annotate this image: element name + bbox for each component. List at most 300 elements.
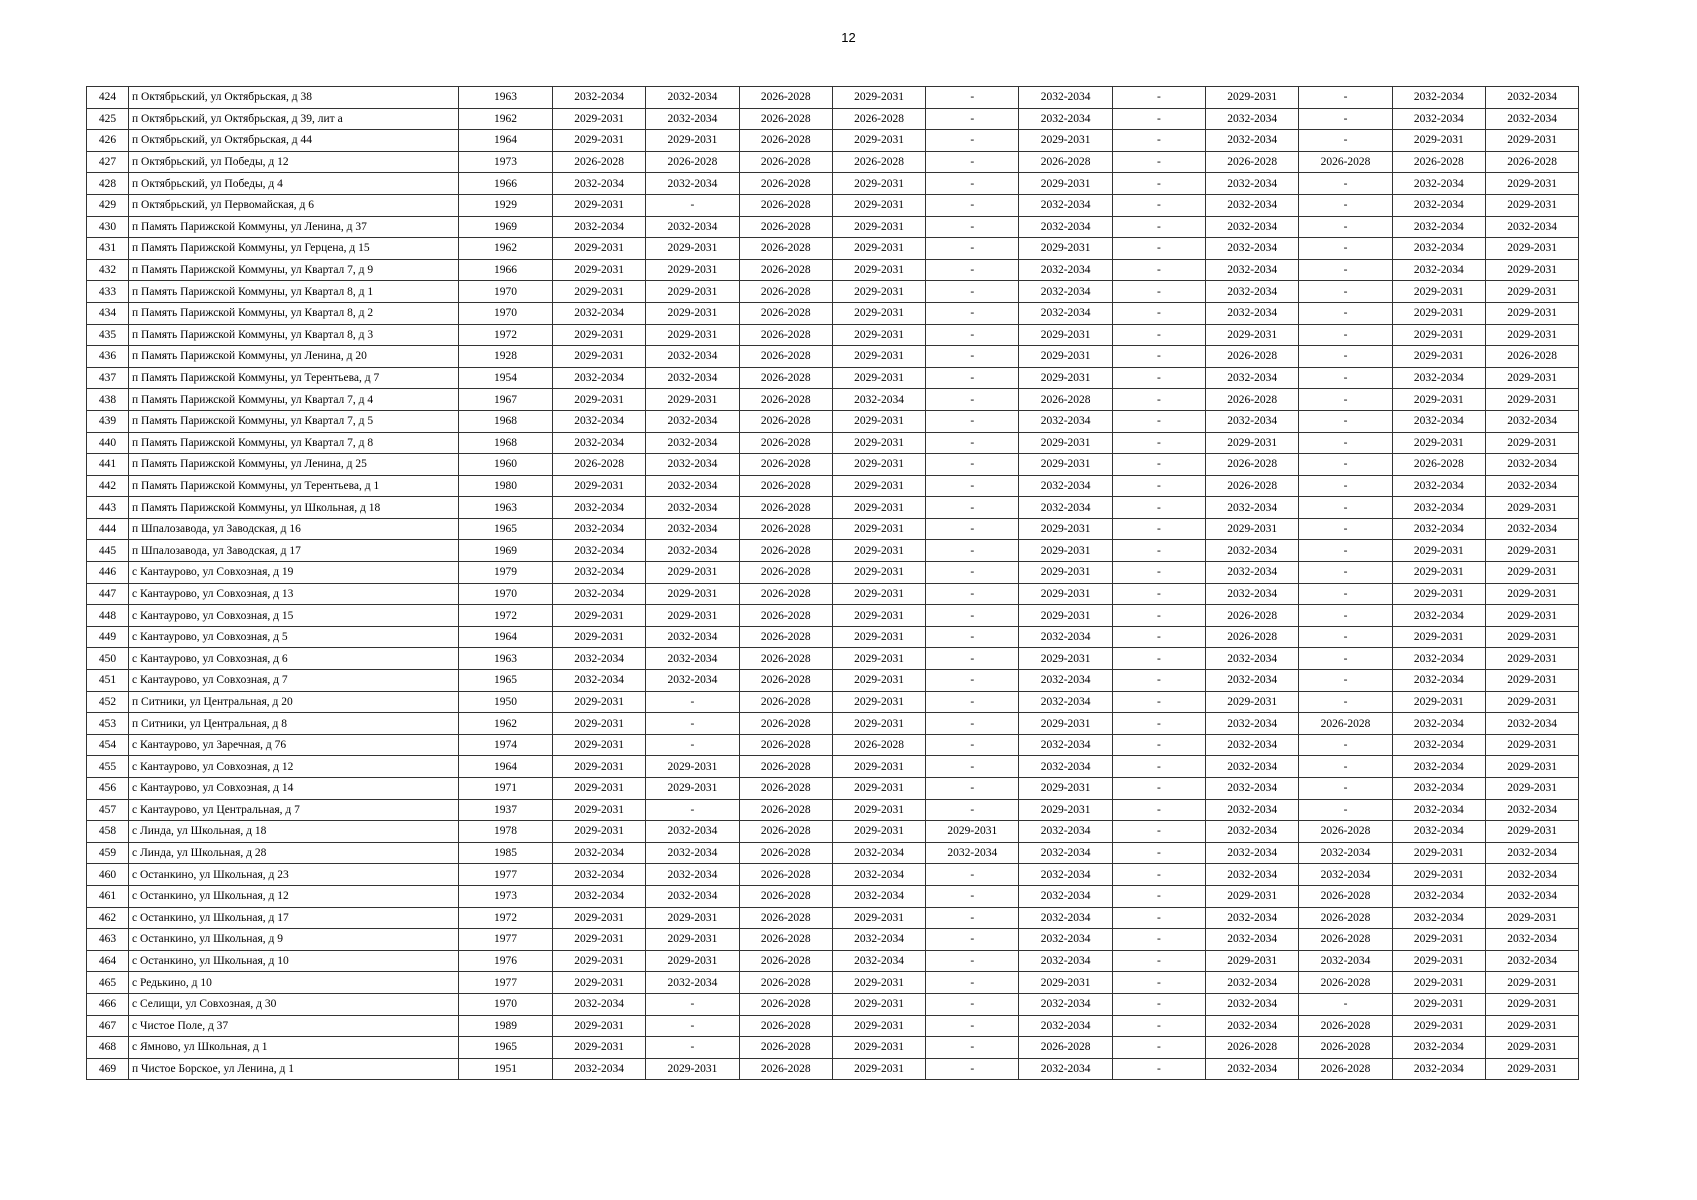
schedule-period-cell: 2029-2031 [1019, 648, 1112, 670]
address-cell: п Память Парижской Коммуны, ул Квартал 8, д 3 [129, 324, 459, 346]
schedule-period-cell: 2032-2034 [1019, 216, 1112, 238]
schedule-period-cell: - [1112, 799, 1205, 821]
schedule-period-cell: - [926, 1058, 1019, 1080]
schedule-period-cell: - [1112, 821, 1205, 843]
table-row [87, 367, 1579, 389]
row-number-cell: 441 [87, 454, 129, 476]
table-row [87, 972, 1579, 994]
table-body [87, 87, 1579, 1080]
schedule-period-cell: - [926, 626, 1019, 648]
schedule-period-cell: - [1112, 497, 1205, 519]
row-number-cell: 468 [87, 1037, 129, 1059]
schedule-period-cell: 2032-2034 [1392, 1037, 1485, 1059]
schedule-period-cell: 2029-2031 [1485, 389, 1578, 411]
schedule-period-cell: 2029-2031 [832, 346, 925, 368]
schedule-period-cell: 2032-2034 [1392, 734, 1485, 756]
schedule-period-cell: 2026-2028 [1019, 389, 1112, 411]
schedule-period-cell: - [1112, 302, 1205, 324]
address-cell: п Октябрьский, ул Октябрьская, д 38 [129, 87, 459, 109]
schedule-period-cell: 2029-2031 [1485, 583, 1578, 605]
schedule-period-cell: 2026-2028 [739, 130, 832, 152]
schedule-period-cell: 2026-2028 [553, 151, 646, 173]
schedule-period-cell: 2032-2034 [1206, 670, 1299, 692]
schedule-period-cell: 2029-2031 [553, 259, 646, 281]
address-cell: п Память Парижской Коммуны, ул Квартал 8, д 2 [129, 302, 459, 324]
schedule-period-cell: 2029-2031 [832, 778, 925, 800]
schedule-period-cell: 2029-2031 [1485, 302, 1578, 324]
schedule-period-cell: 2029-2031 [832, 605, 925, 627]
schedule-period-cell: 2029-2031 [1392, 842, 1485, 864]
schedule-period-cell: 2032-2034 [1485, 950, 1578, 972]
address-cell: с Кантаурово, ул Совхозная, д 14 [129, 778, 459, 800]
schedule-period-cell: - [926, 216, 1019, 238]
build-year-cell: 1977 [459, 972, 553, 994]
schedule-period-cell: - [1112, 389, 1205, 411]
schedule-period-cell: 2032-2034 [1392, 87, 1485, 109]
schedule-period-cell: - [1112, 454, 1205, 476]
address-cell: п Октябрьский, ул Первомайская, д 6 [129, 194, 459, 216]
table-row [87, 475, 1579, 497]
build-year-cell: 1967 [459, 389, 553, 411]
schedule-period-cell: 2032-2034 [832, 950, 925, 972]
schedule-period-cell: 2026-2028 [1206, 454, 1299, 476]
schedule-period-cell: 2026-2028 [832, 734, 925, 756]
schedule-period-cell: - [926, 950, 1019, 972]
schedule-period-cell: 2026-2028 [1019, 1037, 1112, 1059]
schedule-period-cell: 2032-2034 [1392, 238, 1485, 260]
address-cell: п Октябрьский, ул Победы, д 4 [129, 173, 459, 195]
schedule-period-cell: 2032-2034 [1485, 518, 1578, 540]
schedule-period-cell: - [926, 670, 1019, 692]
table-row [87, 691, 1579, 713]
schedule-period-cell: 2029-2031 [1485, 691, 1578, 713]
schedule-period-cell: 2032-2034 [1206, 302, 1299, 324]
address-cell: с Селищи, ул Совхозная, д 30 [129, 993, 459, 1015]
address-cell: п Память Парижской Коммуны, ул Герцена, д 15 [129, 238, 459, 260]
schedule-period-cell: 2029-2031 [1485, 281, 1578, 303]
address-cell: п Октябрьский, ул Октябрьская, д 39, лит а [129, 108, 459, 130]
table-row [87, 1037, 1579, 1059]
schedule-period-cell: 2029-2031 [553, 713, 646, 735]
schedule-period-cell: 2029-2031 [1485, 972, 1578, 994]
schedule-period-cell: 2029-2031 [1392, 993, 1485, 1015]
address-cell: п Память Парижской Коммуны, ул Школьная, д 18 [129, 497, 459, 519]
schedule-period-cell: 2029-2031 [553, 950, 646, 972]
schedule-period-cell: - [1112, 756, 1205, 778]
schedule-period-cell: 2029-2031 [1485, 432, 1578, 454]
schedule-period-cell: 2026-2028 [739, 691, 832, 713]
schedule-period-cell: 2029-2031 [646, 389, 739, 411]
build-year-cell: 1937 [459, 799, 553, 821]
schedule-period-cell: 2029-2031 [1485, 907, 1578, 929]
build-year-cell: 1968 [459, 410, 553, 432]
schedule-period-cell: 2026-2028 [739, 1037, 832, 1059]
row-number-cell: 457 [87, 799, 129, 821]
schedule-period-cell: 2029-2031 [553, 821, 646, 843]
schedule-period-cell: 2026-2028 [739, 821, 832, 843]
schedule-period-cell: 2032-2034 [1485, 799, 1578, 821]
schedule-period-cell: 2032-2034 [1392, 821, 1485, 843]
schedule-period-cell: - [926, 130, 1019, 152]
schedule-period-cell: 2029-2031 [1019, 518, 1112, 540]
schedule-period-cell: 2029-2031 [832, 972, 925, 994]
build-year-cell: 1929 [459, 194, 553, 216]
address-cell: с Кантаурово, ул Совхозная, д 7 [129, 670, 459, 692]
table-row [87, 302, 1579, 324]
schedule-period-cell: 2026-2028 [739, 864, 832, 886]
address-cell: с Кантаурово, ул Совхозная, д 19 [129, 562, 459, 584]
build-year-cell: 1966 [459, 259, 553, 281]
schedule-period-cell: 2026-2028 [739, 367, 832, 389]
schedule-period-cell: 2032-2034 [646, 216, 739, 238]
schedule-period-cell: 2029-2031 [553, 130, 646, 152]
address-cell: с Кантаурово, ул Совхозная, д 12 [129, 756, 459, 778]
schedule-period-cell: 2029-2031 [832, 907, 925, 929]
schedule-period-cell: - [926, 389, 1019, 411]
schedule-period-cell: - [1112, 367, 1205, 389]
schedule-period-cell: - [926, 518, 1019, 540]
schedule-period-cell: 2029-2031 [832, 302, 925, 324]
row-number-cell: 437 [87, 367, 129, 389]
schedule-period-cell: 2026-2028 [1299, 821, 1392, 843]
schedule-period-cell: 2029-2031 [1019, 540, 1112, 562]
schedule-period-cell: 2026-2028 [739, 929, 832, 951]
schedule-period-cell: 2032-2034 [1019, 950, 1112, 972]
address-cell: с Кантаурово, ул Центральная, д 7 [129, 799, 459, 821]
schedule-period-cell: 2026-2028 [1485, 151, 1578, 173]
schedule-period-cell: 2029-2031 [553, 972, 646, 994]
row-number-cell: 446 [87, 562, 129, 584]
schedule-period-cell: 2032-2034 [1485, 475, 1578, 497]
table-row [87, 454, 1579, 476]
schedule-period-cell: 2029-2031 [1019, 367, 1112, 389]
schedule-period-cell: 2032-2034 [553, 885, 646, 907]
build-year-cell: 1969 [459, 540, 553, 562]
schedule-period-cell: 2029-2031 [1019, 130, 1112, 152]
schedule-period-cell: 2032-2034 [1019, 885, 1112, 907]
schedule-period-cell: - [1299, 626, 1392, 648]
schedule-period-cell: 2032-2034 [1206, 194, 1299, 216]
schedule-period-cell: 2026-2028 [739, 734, 832, 756]
address-cell: п Память Парижской Коммуны, ул Терентьева, д 7 [129, 367, 459, 389]
schedule-period-cell: 2032-2034 [553, 864, 646, 886]
schedule-period-cell: 2026-2028 [739, 540, 832, 562]
address-cell: п Память Парижской Коммуны, ул Терентьева, д 1 [129, 475, 459, 497]
row-number-cell: 453 [87, 713, 129, 735]
schedule-period-cell: 2032-2034 [553, 540, 646, 562]
table-row [87, 346, 1579, 368]
schedule-period-cell: 2032-2034 [1206, 907, 1299, 929]
schedule-period-cell: 2032-2034 [1019, 475, 1112, 497]
address-cell: п Октябрьский, ул Октябрьская, д 44 [129, 130, 459, 152]
schedule-period-cell: 2029-2031 [832, 518, 925, 540]
schedule-period-cell: - [1299, 259, 1392, 281]
schedule-period-cell: 2032-2034 [1392, 648, 1485, 670]
table-row [87, 259, 1579, 281]
schedule-period-cell: 2029-2031 [1392, 929, 1485, 951]
schedule-period-cell: - [926, 993, 1019, 1015]
schedule-period-cell: 2029-2031 [1392, 281, 1485, 303]
schedule-period-cell: - [1112, 87, 1205, 109]
schedule-period-cell: 2032-2034 [646, 432, 739, 454]
schedule-period-cell: 2029-2031 [1392, 130, 1485, 152]
schedule-period-cell: 2029-2031 [1206, 432, 1299, 454]
schedule-period-cell: - [1112, 562, 1205, 584]
build-year-cell: 1980 [459, 475, 553, 497]
schedule-period-cell: 2026-2028 [1299, 907, 1392, 929]
schedule-period-cell: - [926, 713, 1019, 735]
schedule-period-cell: 2029-2031 [1019, 605, 1112, 627]
table-row [87, 799, 1579, 821]
schedule-period-cell: - [646, 993, 739, 1015]
schedule-period-cell: - [1299, 194, 1392, 216]
schedule-period-cell: 2032-2034 [646, 626, 739, 648]
schedule-period-cell: 2032-2034 [1019, 410, 1112, 432]
schedule-period-cell: 2032-2034 [646, 540, 739, 562]
build-year-cell: 1976 [459, 950, 553, 972]
schedule-period-cell: 2032-2034 [553, 173, 646, 195]
schedule-period-cell: 2029-2031 [553, 691, 646, 713]
build-year-cell: 1974 [459, 734, 553, 756]
row-number-cell: 449 [87, 626, 129, 648]
build-year-cell: 1979 [459, 562, 553, 584]
build-year-cell: 1972 [459, 605, 553, 627]
schedule-period-cell: 2029-2031 [832, 1037, 925, 1059]
row-number-cell: 440 [87, 432, 129, 454]
schedule-period-cell: 2029-2031 [1392, 583, 1485, 605]
schedule-period-cell: 2032-2034 [553, 302, 646, 324]
schedule-period-cell: 2029-2031 [1206, 885, 1299, 907]
row-number-cell: 429 [87, 194, 129, 216]
schedule-period-cell: 2032-2034 [646, 173, 739, 195]
schedule-period-cell: 2032-2034 [1019, 842, 1112, 864]
row-number-cell: 462 [87, 907, 129, 929]
build-year-cell: 1972 [459, 324, 553, 346]
schedule-period-cell: - [1112, 993, 1205, 1015]
table-row [87, 173, 1579, 195]
schedule-period-cell: 2026-2028 [1299, 151, 1392, 173]
schedule-period-cell: - [926, 540, 1019, 562]
build-year-cell: 1989 [459, 1015, 553, 1037]
schedule-period-cell: 2032-2034 [553, 497, 646, 519]
table-row [87, 324, 1579, 346]
schedule-period-cell: 2026-2028 [1392, 454, 1485, 476]
schedule-period-cell: 2029-2031 [1485, 540, 1578, 562]
table-row [87, 778, 1579, 800]
schedule-period-cell: 2026-2028 [1206, 389, 1299, 411]
schedule-period-cell: 2029-2031 [553, 475, 646, 497]
schedule-period-cell: 2029-2031 [553, 324, 646, 346]
schedule-period-cell: 2029-2031 [646, 950, 739, 972]
schedule-period-cell: 2032-2034 [1019, 497, 1112, 519]
schedule-period-cell: 2029-2031 [1485, 1015, 1578, 1037]
row-number-cell: 448 [87, 605, 129, 627]
schedule-period-cell: 2032-2034 [553, 87, 646, 109]
schedule-period-cell: 2032-2034 [832, 929, 925, 951]
schedule-period-cell: - [926, 454, 1019, 476]
build-year-cell: 1950 [459, 691, 553, 713]
schedule-period-cell: 2032-2034 [1206, 821, 1299, 843]
schedule-period-cell: 2029-2031 [1206, 87, 1299, 109]
schedule-period-cell: 2032-2034 [926, 842, 1019, 864]
schedule-period-cell: - [1112, 583, 1205, 605]
row-number-cell: 431 [87, 238, 129, 260]
schedule-period-cell: - [926, 475, 1019, 497]
table-row [87, 993, 1579, 1015]
schedule-period-cell: 2029-2031 [553, 108, 646, 130]
schedule-period-cell: 2029-2031 [832, 324, 925, 346]
schedule-period-cell: 2029-2031 [1392, 389, 1485, 411]
schedule-period-cell: 2032-2034 [1392, 799, 1485, 821]
build-year-cell: 1962 [459, 238, 553, 260]
schedule-period-cell: 2029-2031 [553, 346, 646, 368]
table-row [87, 432, 1579, 454]
schedule-period-cell: - [1112, 929, 1205, 951]
build-year-cell: 1973 [459, 151, 553, 173]
schedule-period-cell: 2032-2034 [646, 864, 739, 886]
schedule-period-cell: 2026-2028 [739, 151, 832, 173]
schedule-period-cell: 2032-2034 [1019, 993, 1112, 1015]
schedule-period-cell: 2032-2034 [646, 518, 739, 540]
schedule-period-cell: - [926, 583, 1019, 605]
schedule-period-cell: 2032-2034 [1392, 670, 1485, 692]
schedule-period-cell: - [926, 648, 1019, 670]
schedule-period-cell: 2029-2031 [553, 605, 646, 627]
schedule-period-cell: 2032-2034 [553, 216, 646, 238]
schedule-period-cell: - [926, 173, 1019, 195]
schedule-period-cell: - [926, 972, 1019, 994]
schedule-period-cell: - [646, 799, 739, 821]
schedule-period-cell: 2029-2031 [1485, 670, 1578, 692]
row-number-cell: 450 [87, 648, 129, 670]
row-number-cell: 434 [87, 302, 129, 324]
schedule-period-cell: - [1112, 410, 1205, 432]
schedule-period-cell: 2026-2028 [739, 885, 832, 907]
schedule-period-cell: 2026-2028 [739, 648, 832, 670]
schedule-period-cell: - [926, 259, 1019, 281]
address-cell: п Память Парижской Коммуны, ул Квартал 8, д 1 [129, 281, 459, 303]
schedule-period-cell: 2032-2034 [1206, 410, 1299, 432]
schedule-period-cell: 2029-2031 [553, 778, 646, 800]
schedule-period-cell: 2029-2031 [646, 756, 739, 778]
schedule-period-cell: 2026-2028 [739, 972, 832, 994]
schedule-period-cell: - [646, 1015, 739, 1037]
schedule-period-cell: 2026-2028 [739, 173, 832, 195]
schedule-period-cell: - [1299, 691, 1392, 713]
schedule-period-cell: - [1112, 108, 1205, 130]
build-year-cell: 1963 [459, 648, 553, 670]
build-year-cell: 1963 [459, 497, 553, 519]
table-row [87, 194, 1579, 216]
build-year-cell: 1971 [459, 778, 553, 800]
address-cell: с Кантаурово, ул Заречная, д 76 [129, 734, 459, 756]
schedule-period-cell: - [1112, 885, 1205, 907]
schedule-period-cell: 2032-2034 [1485, 454, 1578, 476]
schedule-period-cell: 2032-2034 [832, 864, 925, 886]
schedule-period-cell: - [926, 885, 1019, 907]
build-year-cell: 1966 [459, 173, 553, 195]
schedule-period-cell: 2029-2031 [832, 756, 925, 778]
schedule-period-cell: 2026-2028 [739, 432, 832, 454]
schedule-period-cell: 2032-2034 [553, 842, 646, 864]
schedule-period-cell: 2029-2031 [1206, 518, 1299, 540]
build-year-cell: 1977 [459, 929, 553, 951]
schedule-period-cell: 2029-2031 [832, 1015, 925, 1037]
address-cell: с Кантаурово, ул Совхозная, д 13 [129, 583, 459, 605]
schedule-period-cell: 2032-2034 [1392, 778, 1485, 800]
build-year-cell: 1970 [459, 583, 553, 605]
build-year-cell: 1965 [459, 518, 553, 540]
schedule-period-cell: 2032-2034 [832, 389, 925, 411]
schedule-period-cell: - [926, 756, 1019, 778]
schedule-period-cell: - [1112, 518, 1205, 540]
schedule-period-cell: 2029-2031 [832, 497, 925, 519]
schedule-period-cell: 2026-2028 [1485, 346, 1578, 368]
build-year-cell: 1965 [459, 1037, 553, 1059]
schedule-period-cell: 2032-2034 [553, 562, 646, 584]
schedule-period-cell: - [1112, 972, 1205, 994]
table-row [87, 87, 1579, 109]
schedule-period-cell: - [1112, 626, 1205, 648]
schedule-period-cell: - [1112, 778, 1205, 800]
schedule-period-cell: 2032-2034 [1206, 583, 1299, 605]
build-year-cell: 1964 [459, 626, 553, 648]
schedule-period-cell: 2029-2031 [1485, 821, 1578, 843]
schedule-period-cell: 2032-2034 [1206, 929, 1299, 951]
schedule-period-cell: 2029-2031 [553, 1037, 646, 1059]
schedule-period-cell: 2029-2031 [646, 238, 739, 260]
table-row [87, 950, 1579, 972]
schedule-period-cell: 2029-2031 [1485, 238, 1578, 260]
schedule-period-cell: 2032-2034 [1485, 864, 1578, 886]
schedule-period-cell: - [926, 1015, 1019, 1037]
schedule-period-cell: 2026-2028 [646, 151, 739, 173]
schedule-period-cell: - [646, 1037, 739, 1059]
schedule-period-cell: 2026-2028 [1299, 929, 1392, 951]
schedule-period-cell: 2029-2031 [1485, 367, 1578, 389]
row-number-cell: 467 [87, 1015, 129, 1037]
schedule-period-cell: 2029-2031 [1392, 324, 1485, 346]
schedule-period-cell: 2032-2034 [1019, 821, 1112, 843]
row-number-cell: 425 [87, 108, 129, 130]
schedule-period-cell: 2029-2031 [1485, 734, 1578, 756]
schedule-period-cell: 2029-2031 [832, 194, 925, 216]
schedule-period-cell: - [926, 1037, 1019, 1059]
schedule-period-cell: 2029-2031 [1206, 691, 1299, 713]
row-number-cell: 442 [87, 475, 129, 497]
build-year-cell: 1951 [459, 1058, 553, 1080]
schedule-period-cell: 2026-2028 [739, 950, 832, 972]
schedule-period-cell: 2032-2034 [1485, 216, 1578, 238]
schedule-period-cell: 2026-2028 [739, 281, 832, 303]
row-number-cell: 432 [87, 259, 129, 281]
schedule-period-cell: 2032-2034 [1392, 605, 1485, 627]
schedule-period-cell: 2026-2028 [1392, 151, 1485, 173]
schedule-period-cell: 2032-2034 [1206, 713, 1299, 735]
schedule-period-cell: - [1299, 87, 1392, 109]
schedule-period-cell: 2029-2031 [1019, 713, 1112, 735]
schedule-period-cell: 2032-2034 [1392, 475, 1485, 497]
schedule-period-cell: 2029-2031 [1485, 993, 1578, 1015]
schedule-period-cell: - [1112, 151, 1205, 173]
table-row [87, 562, 1579, 584]
schedule-period-cell: 2032-2034 [646, 497, 739, 519]
schedule-period-cell: 2026-2028 [739, 108, 832, 130]
table-row [87, 497, 1579, 519]
schedule-period-cell: 2032-2034 [1206, 238, 1299, 260]
row-number-cell: 436 [87, 346, 129, 368]
schedule-period-cell: 2032-2034 [1299, 950, 1392, 972]
